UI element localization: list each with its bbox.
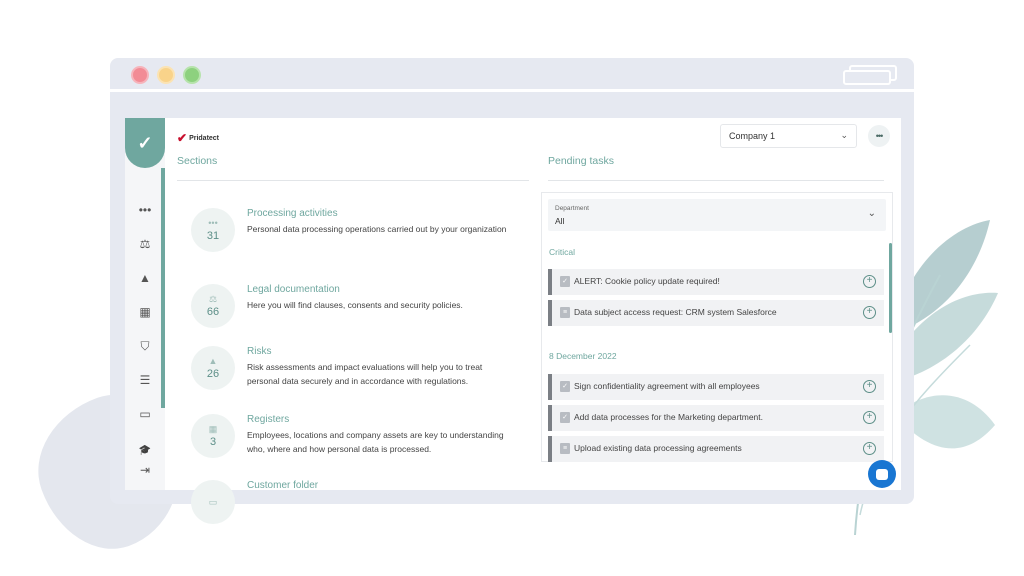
checkbox-icon: ✓ (560, 412, 570, 423)
nav-item-processing[interactable] (135, 200, 155, 220)
section-badge (191, 480, 235, 524)
nav-item-legal[interactable] (135, 234, 155, 254)
task-label: Add data processes for the Marketing department. (574, 412, 763, 422)
nav-collapse-button[interactable] (135, 460, 155, 480)
sections-divider (177, 180, 529, 181)
department-value: All (555, 216, 565, 226)
chevron-down-icon: ⌄ (867, 208, 876, 219)
graduation-cap-icon: 🎓 (138, 444, 152, 456)
add-circle-icon[interactable]: + (863, 306, 876, 319)
dots-icon: ••• (208, 218, 218, 228)
section-badge (191, 284, 235, 328)
brand-logo (177, 131, 219, 145)
logo-check-icon: ✔ (177, 131, 188, 145)
nav-item-training[interactable] (135, 440, 155, 460)
window-stack-icon (842, 64, 898, 86)
list-icon: ☰ (139, 373, 151, 387)
section-description: Risk assessments and impact evaluations will help you to treat personal data securely and in accordance with regulations. (247, 362, 483, 386)
document-icon: ≡ (560, 307, 570, 318)
section-count: 66 (206, 306, 220, 318)
close-window-button[interactable] (131, 66, 149, 84)
section-count: 3 (209, 436, 217, 448)
browser-titlebar (110, 58, 914, 92)
chat-icon (876, 469, 888, 480)
section-title[interactable]: Processing activities (247, 208, 338, 219)
tasks-scrollbar[interactable] (889, 243, 892, 333)
section-title[interactable]: Customer folder (247, 480, 319, 491)
more-icon: ••• (875, 131, 883, 141)
task-item[interactable] (548, 374, 884, 400)
building-icon: ▦ (139, 305, 151, 319)
section-badge (191, 208, 235, 252)
section-title[interactable]: Risks (247, 346, 272, 357)
task-group-title: 8 December 2022 (549, 351, 617, 361)
nav-item-risks[interactable] (135, 268, 155, 288)
warning-icon: ▲ (139, 271, 151, 285)
task-label: Upload existing data processing agreements (574, 443, 742, 453)
section-title[interactable]: Legal documentation (247, 284, 340, 295)
section-processing-activities[interactable] (191, 208, 531, 258)
more-options-button[interactable] (868, 125, 890, 147)
warning-icon: ▲ (208, 356, 218, 366)
folder-icon: ▭ (139, 407, 151, 421)
section-title[interactable]: Registers (247, 414, 290, 425)
section-badge (191, 414, 235, 458)
task-label: Data subject access request: CRM system Salesforce (574, 307, 777, 317)
section-count: 31 (206, 230, 220, 242)
maximize-window-button[interactable] (183, 66, 201, 84)
company-select-value: Company 1 (729, 131, 776, 141)
task-item[interactable] (548, 405, 884, 431)
nav-item-list[interactable] (135, 370, 155, 390)
section-description: Here you will find clauses, consents and security policies. (247, 300, 463, 310)
nav-item-security[interactable] (135, 336, 155, 356)
section-badge (191, 346, 235, 390)
dots-icon: ••• (138, 203, 152, 217)
brand-name: Pridatect (189, 134, 220, 142)
pending-divider (548, 180, 884, 181)
section-customer-folder[interactable] (191, 480, 531, 530)
folder-icon: ▭ (208, 497, 218, 507)
section-description: Employees, locations and company assets are key to understanding who, where and how personal data is processed. (247, 430, 504, 454)
sections-title: Sections (177, 155, 218, 167)
add-circle-icon[interactable]: + (863, 442, 876, 455)
building-icon: ▦ (208, 424, 218, 434)
add-circle-icon[interactable]: + (863, 411, 876, 424)
shield-icon: ⛉ (140, 338, 150, 353)
collapse-icon: ⇥ (139, 463, 151, 477)
section-registers[interactable] (191, 414, 531, 464)
nav-item-folder[interactable] (135, 404, 155, 424)
task-item[interactable] (548, 436, 884, 462)
department-select[interactable] (548, 199, 886, 231)
company-select[interactable] (720, 124, 857, 148)
app-content (125, 118, 901, 507)
section-description: Personal data processing operations carried out by your organization (247, 224, 507, 234)
document-icon: ≡ (560, 443, 570, 454)
section-risks[interactable] (191, 346, 531, 396)
task-item[interactable] (548, 269, 884, 295)
add-circle-icon[interactable]: + (863, 275, 876, 288)
section-count: 26 (206, 368, 220, 380)
task-label: ALERT: Cookie policy update required! (574, 276, 720, 286)
add-circle-icon[interactable]: + (863, 380, 876, 393)
checkbox-icon: ✓ (560, 276, 570, 287)
task-group-title: Critical (549, 247, 575, 257)
chevron-down-icon: ⌄ (840, 130, 848, 140)
section-legal-documentation[interactable] (191, 284, 531, 334)
chat-support-button[interactable] (868, 460, 896, 488)
side-nav (125, 118, 165, 490)
gavel-icon: ⚖ (208, 294, 218, 304)
nav-scroll-indicator (161, 168, 165, 408)
department-label: Department (555, 205, 589, 212)
minimize-window-button[interactable] (157, 66, 175, 84)
nav-item-registers[interactable] (135, 302, 155, 322)
checkbox-icon: ✓ (560, 381, 570, 392)
task-label: Sign confidentiality agreement with all employees (574, 381, 760, 391)
gavel-icon: ⚖ (139, 237, 151, 251)
check-icon: ✓ (137, 132, 153, 153)
home-check-button[interactable] (125, 118, 165, 168)
pending-tasks-title: Pending tasks (548, 155, 614, 167)
pending-tasks-panel (541, 192, 893, 462)
task-item[interactable] (548, 300, 884, 326)
